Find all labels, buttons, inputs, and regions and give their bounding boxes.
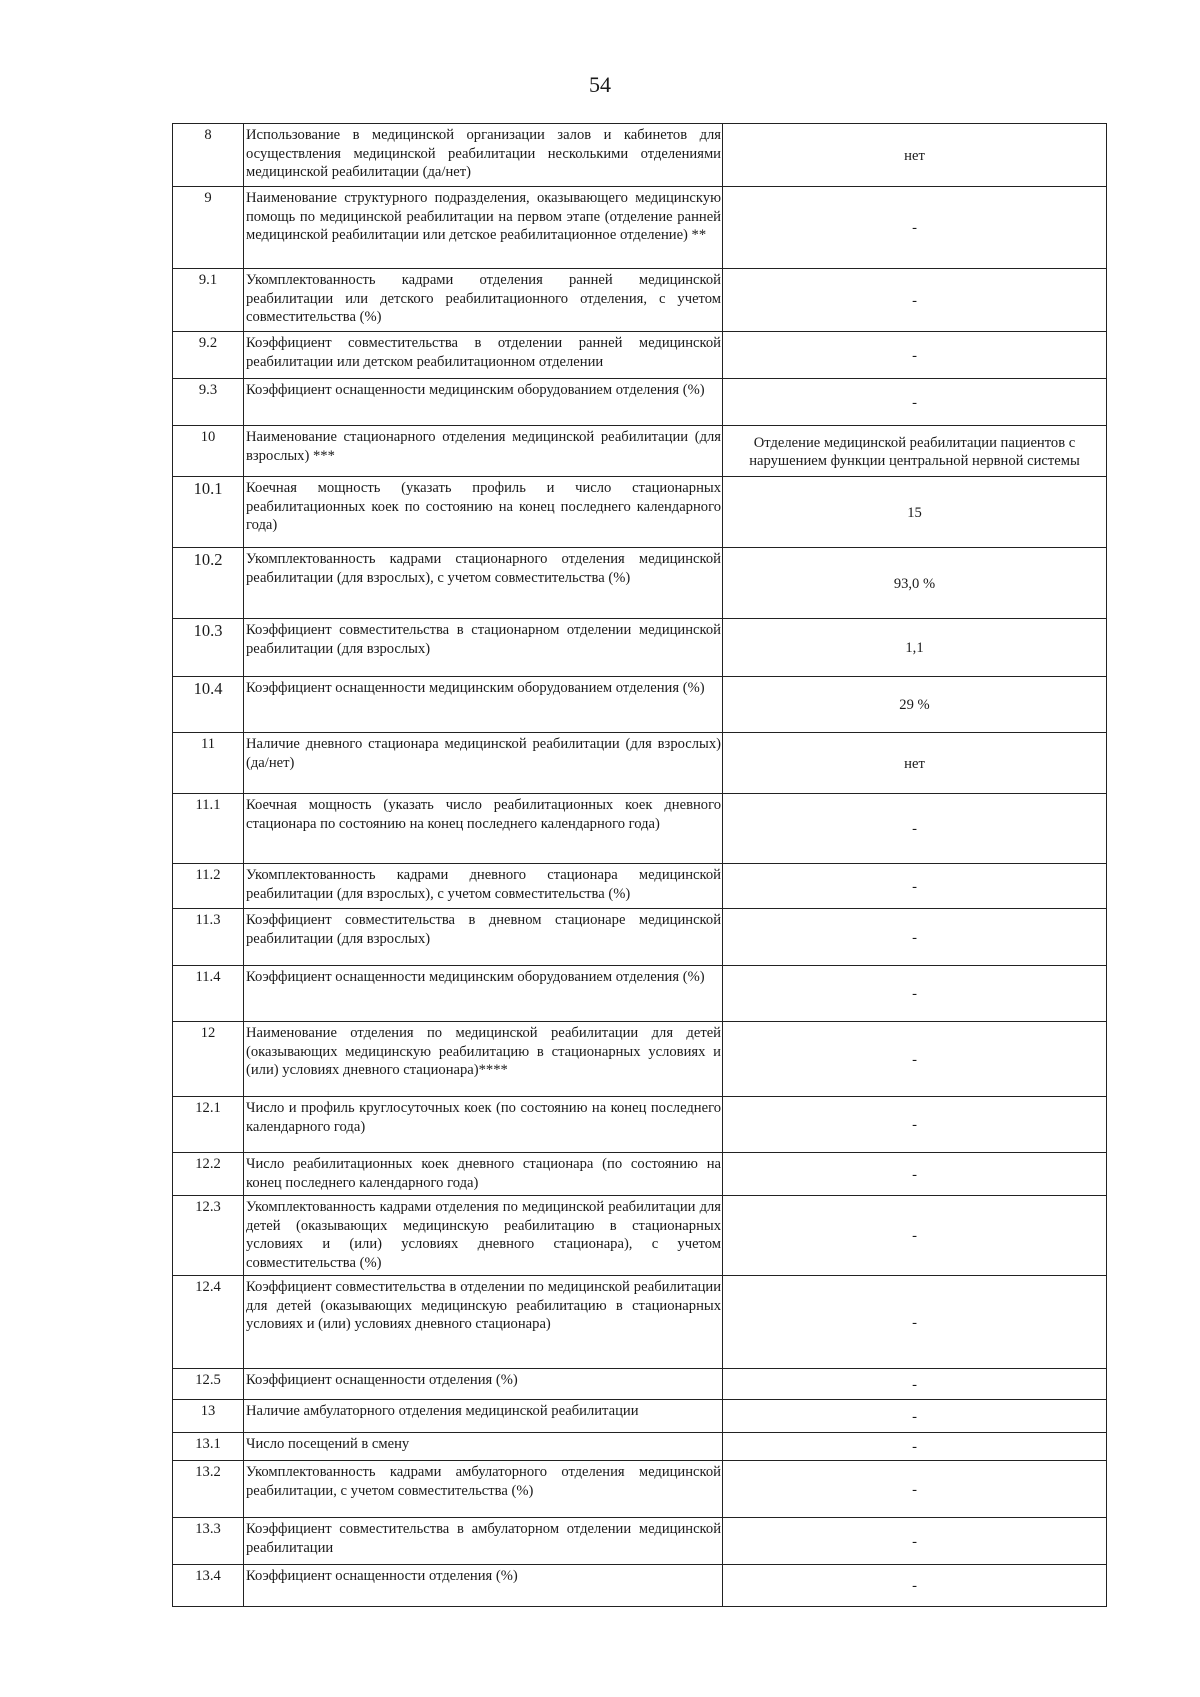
row-value: - [723,1276,1107,1369]
row-number: 13.3 [173,1518,244,1565]
table-row [173,1097,1107,1153]
row-number: 11.3 [173,909,244,966]
row-value: - [723,1196,1107,1276]
row-value: - [723,1097,1107,1153]
row-description: Коечная мощность (указать профиль и число стационарных реабилитационных коек по состоянию на конец последнего календарного года) [244,477,723,548]
row-number: 13.2 [173,1461,244,1518]
table-row [173,677,1107,733]
table-row [173,909,1107,966]
row-number: 10.3 [173,619,244,677]
row-description: Наличие амбулаторного отделения медицинской реабилитации [244,1400,723,1433]
row-value: 15 [723,477,1107,548]
row-value: 93,0 % [723,548,1107,619]
table-row [173,1400,1107,1433]
row-value: - [723,1433,1107,1461]
row-number: 9.1 [173,269,244,332]
row-value: - [723,1153,1107,1196]
table-row [173,1276,1107,1369]
row-number: 11.4 [173,966,244,1022]
row-value: - [723,1461,1107,1518]
table-row [173,269,1107,332]
row-value: - [723,1518,1107,1565]
row-number: 10 [173,426,244,477]
table-row [173,794,1107,864]
row-value: - [723,1565,1107,1607]
row-number: 11.2 [173,864,244,909]
row-number: 12.4 [173,1276,244,1369]
row-value: нет [723,124,1107,187]
row-description: Укомплектованность кадрами стационарного отделения медицинской реабилитации (для взрослых), с учетом совместительства (%) [244,548,723,619]
row-value: - [723,794,1107,864]
table-row [173,733,1107,794]
table-row [173,1196,1107,1276]
row-number: 11.1 [173,794,244,864]
row-number: 13.4 [173,1565,244,1607]
row-value: нет [723,733,1107,794]
table-row [173,124,1107,187]
row-number: 12.2 [173,1153,244,1196]
row-number: 10.4 [173,677,244,733]
row-value: Отделение медицинской реабилитации пациентов с нарушением функции центральной нервной системы [723,426,1107,477]
row-description: Коэффициент оснащенности отделения (%) [244,1369,723,1400]
table-row [173,477,1107,548]
row-value: - [723,1022,1107,1097]
table-row [173,1433,1107,1461]
row-value: - [723,1369,1107,1400]
row-value: - [723,966,1107,1022]
row-value: 1,1 [723,619,1107,677]
row-number: 8 [173,124,244,187]
row-description: Коэффициент совместительства в амбулаторном отделении медицинской реабилитации [244,1518,723,1565]
row-number: 12.5 [173,1369,244,1400]
table-row [173,1022,1107,1097]
row-number: 9.2 [173,332,244,379]
table-row [173,548,1107,619]
row-description: Наименование отделения по медицинской реабилитации для детей (оказывающих медицинскую реабилитацию в стационарных условиях и (или) условиях дневного стационара)**** [244,1022,723,1097]
row-description: Коэффициент оснащенности медицинским оборудованием отделения (%) [244,966,723,1022]
row-description: Укомплектованность кадрами отделения ранней медицинской реабилитации или детского реабилитационного отделения, с учетом совместительства (%) [244,269,723,332]
row-number: 11 [173,733,244,794]
table-row [173,619,1107,677]
row-number: 12.3 [173,1196,244,1276]
table-row [173,864,1107,909]
row-number: 13.1 [173,1433,244,1461]
row-number: 9.3 [173,379,244,426]
row-description: Коэффициент оснащенности медицинским оборудованием отделения (%) [244,379,723,426]
row-description: Укомплектованность кадрами дневного стационара медицинской реабилитации (для взрослых), с учетом совместительства (%) [244,864,723,909]
row-number: 10.1 [173,477,244,548]
table-row [173,1153,1107,1196]
table-row [173,1369,1107,1400]
row-description: Наименование структурного подразделения, оказывающего медицинскую помощь по медицинской реабилитации на первом этапе (отделение ранней медицинской реабилитации или детское реабилитационное отделение) ** [244,187,723,269]
indicators-table [172,123,1107,1607]
table-row [173,379,1107,426]
page-number: 54 [589,72,611,97]
row-description: Наименование стационарного отделения медицинской реабилитации (для взрослых) *** [244,426,723,477]
row-value: 29 % [723,677,1107,733]
row-description: Наличие дневного стационара медицинской реабилитации (для взрослых) (да/нет) [244,733,723,794]
row-description: Коечная мощность (указать число реабилитационных коек дневного стационара по состоянию на конец последнего календарного года) [244,794,723,864]
table-row [173,1565,1107,1607]
table-row [173,426,1107,477]
table-row [173,332,1107,379]
row-number: 13 [173,1400,244,1433]
row-description: Коэффициент совместительства в дневном стационаре медицинской реабилитации (для взрослых) [244,909,723,966]
table-row [173,1518,1107,1565]
row-number: 12 [173,1022,244,1097]
row-description: Число посещений в смену [244,1433,723,1461]
row-value: - [723,864,1107,909]
table-row [173,966,1107,1022]
row-description: Число и профиль круглосуточных коек (по состоянию на конец последнего календарного года) [244,1097,723,1153]
row-value: - [723,187,1107,269]
row-description: Коэффициент совместительства в отделении по медицинской реабилитации для детей (оказывающих медицинскую реабилитацию в стационарных условиях и (или) условиях дневного стационара) [244,1276,723,1369]
row-description: Число реабилитационных коек дневного стационара (по состоянию на конец последнего календарного года) [244,1153,723,1196]
row-value: - [723,1400,1107,1433]
row-description: Коэффициент совместительства в отделении ранней медицинской реабилитации или детском реабилитационном отделении [244,332,723,379]
row-value: - [723,269,1107,332]
row-description: Использование в медицинской организации залов и кабинетов для осуществления медицинской реабилитации несколькими отделениями медицинской реабилитации (да/нет) [244,124,723,187]
row-description: Коэффициент оснащенности медицинским оборудованием отделения (%) [244,677,723,733]
row-number: 12.1 [173,1097,244,1153]
row-value: - [723,909,1107,966]
row-description: Укомплектованность кадрами амбулаторного отделения медицинской реабилитации, с учетом совместительства (%) [244,1461,723,1518]
row-number: 9 [173,187,244,269]
row-number: 10.2 [173,548,244,619]
row-value: - [723,379,1107,426]
row-value: - [723,332,1107,379]
row-description: Коэффициент совместительства в стационарном отделении медицинской реабилитации (для взрослых) [244,619,723,677]
row-description: Укомплектованность кадрами отделения по медицинской реабилитации для детей (оказывающих медицинскую реабилитацию в стационарных условиях и (или) условиях дневного стационара), с учетом совместительства (%) [244,1196,723,1276]
table-row [173,1461,1107,1518]
table-row [173,187,1107,269]
row-description: Коэффициент оснащенности отделения (%) [244,1565,723,1607]
